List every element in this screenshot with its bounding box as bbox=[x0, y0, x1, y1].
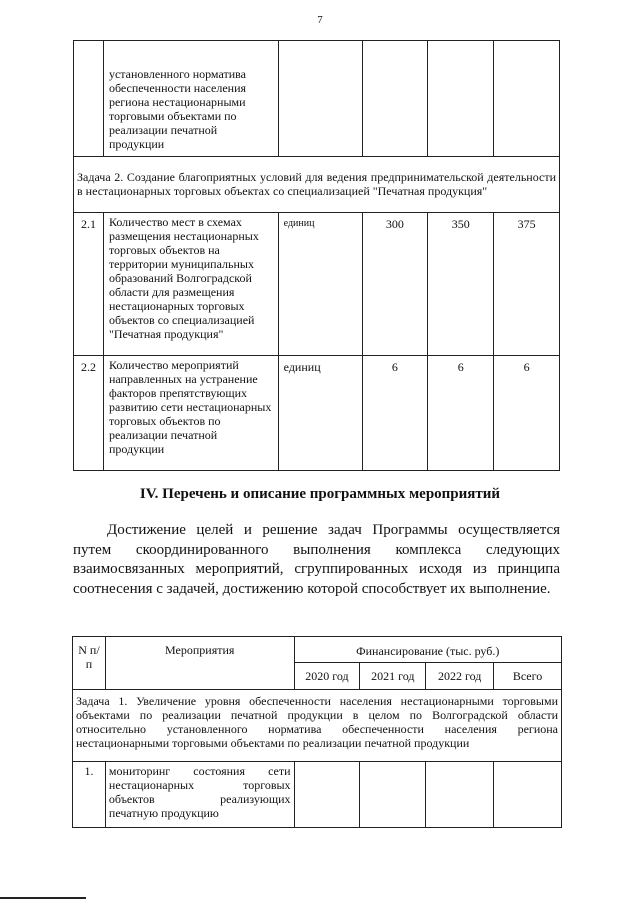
section-title: IV. Перечень и описание программных мероприятий bbox=[139, 486, 501, 502]
header-year-2021: 2021 год bbox=[360, 663, 426, 690]
table-header-row bbox=[73, 637, 562, 663]
indicator-cell: установленного норматива обеспеченности населения региона нестационарными торговыми объектами по реализации печатной продукции bbox=[103, 41, 278, 157]
activity-cell bbox=[105, 762, 294, 828]
indicators-table bbox=[73, 40, 560, 471]
section-paragraph: Достижение целей и решение задач Программы осуществляется путем скоординированного выполнения комплекса следующих взаимосвязанных мероприятий, сгруппированных исходя из принципа соотнесения с задачей, достижению которой способствует их выполнение. bbox=[73, 522, 560, 597]
table-row bbox=[73, 762, 562, 828]
task-2-heading: Задача 2. Создание благоприятных условий для ведения предпринимательской деятельности в нестационарных торговых объектах со специализацией "Печатная продукция" bbox=[74, 157, 560, 213]
indicator-cell: Количество мест в схемах размещения нестационарных торговых объектов на территории муниципальных образований Волгоградской области для размещения нестационарных торговых объектов со специализацией "Печатная продукция" bbox=[103, 213, 278, 356]
activity-line: печатную продукцию bbox=[108, 806, 219, 820]
table-row bbox=[74, 157, 560, 213]
table-row bbox=[73, 690, 562, 762]
activity-line: объектов реализующих bbox=[108, 792, 291, 806]
value-2022: 6 bbox=[494, 356, 560, 471]
value-2020: 300 bbox=[362, 213, 428, 356]
unit-cell: единиц bbox=[278, 213, 362, 356]
bottom-scan-line bbox=[0, 897, 86, 899]
value-2021: 350 bbox=[428, 213, 494, 356]
table-row bbox=[74, 41, 560, 157]
row-number: 2.1 bbox=[74, 213, 104, 356]
header-year-2022: 2022 год bbox=[426, 663, 494, 690]
value-2020: 6 bbox=[362, 356, 428, 471]
header-total: Всего bbox=[494, 663, 562, 690]
table-row bbox=[74, 213, 560, 356]
value-2021: 6 bbox=[428, 356, 494, 471]
activity-line: мониторинг состояния сети bbox=[108, 764, 291, 778]
header-financing: Финансирование (тыс. руб.) bbox=[294, 637, 561, 663]
header-num: N п/п bbox=[73, 637, 106, 690]
indicator-cell: Количество мероприятий направленных на устранение факторов препятствующих развитию сети нестационарных торговых объектов по реализации печатной продукции bbox=[103, 356, 278, 471]
activities-table bbox=[72, 636, 562, 828]
page-number: 7 bbox=[317, 14, 323, 26]
header-activities: Мероприятия bbox=[105, 637, 294, 690]
row-number: 2.2 bbox=[74, 356, 104, 471]
activity-line: нестационарных торговых bbox=[108, 778, 291, 792]
table-row bbox=[74, 356, 560, 471]
task-1-heading: Задача 1. Увеличение уровня обеспеченности населения нестационарными торговыми объектами по реализации печатной продукции в целом по Волгоградской области относительно установленного норматива обеспеченности населения региона нестационарными торговыми объектами по реализации печатной продукции bbox=[73, 690, 562, 762]
header-year-2020: 2020 год bbox=[294, 663, 360, 690]
unit-cell: единиц bbox=[278, 356, 362, 471]
row-number: 1. bbox=[73, 762, 106, 828]
value-2022: 375 bbox=[494, 213, 560, 356]
